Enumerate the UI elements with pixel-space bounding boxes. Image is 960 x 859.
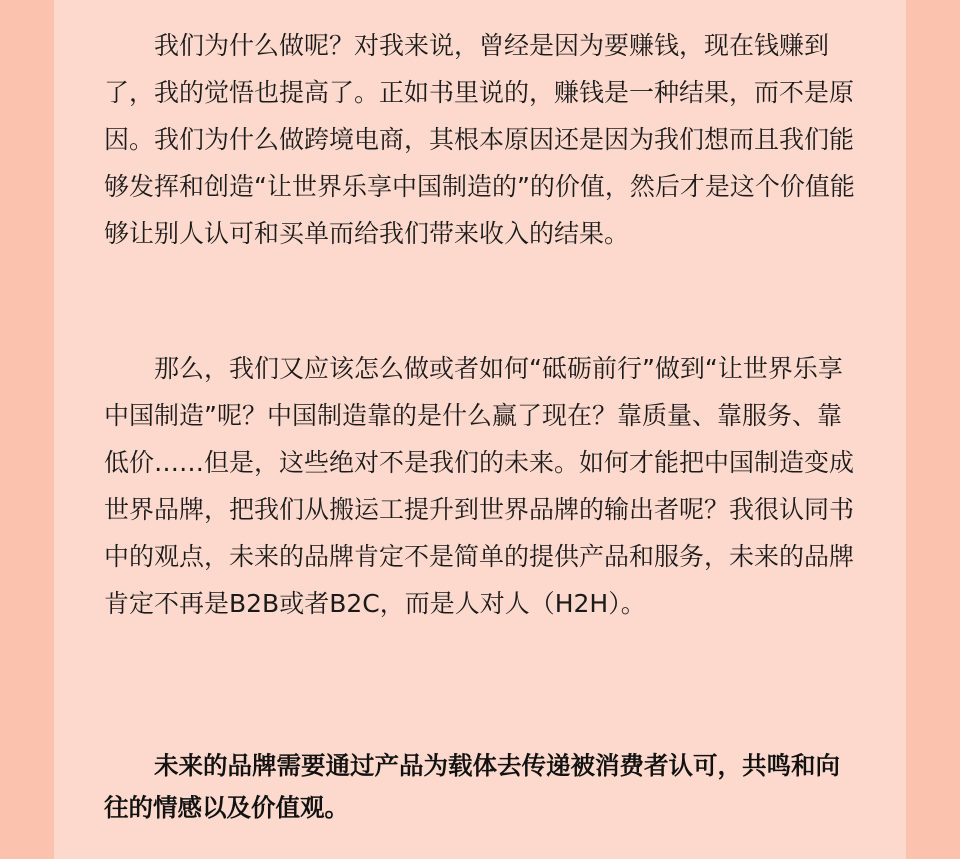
paragraph-3-bold: 未来的品牌需要通过产品为载体去传递被消费者认可，共鸣和向往的情感以及价值观。 [104, 751, 840, 822]
paragraph-2: 那么，我们又应该怎么做或者如何“砥砺前行”做到“让世界乐享中国制造”呢？中国制造靠的是什么赢了现在？靠质量、靠服务、靠低价……但是，这些绝对不是我们的未来。如何才能把中国制造变成世界品牌，把我们从搬运工提升到世界品牌的输出者呢？我很认同书中的观点，未来的品牌肯定不是简单的提供产品和服务，未来的品牌肯定不再是B2B或者B2C，而是人对人（H2H）。 [104, 354, 855, 618]
paragraph-1: 我们为什么做呢？对我来说，曾经是因为要赚钱，现在钱赚到了，我的觉悟也提高了。正如书里说的，赚钱是一种结果，而不是原因。我们为什么做跨境电商，其根本原因还是因为我们想而且我们能够发挥和创造“让世界乐享中国制造的”的价值，然后才是这个价值能够让别人认可和买单而给我们带来收入的结果。 [104, 31, 855, 248]
